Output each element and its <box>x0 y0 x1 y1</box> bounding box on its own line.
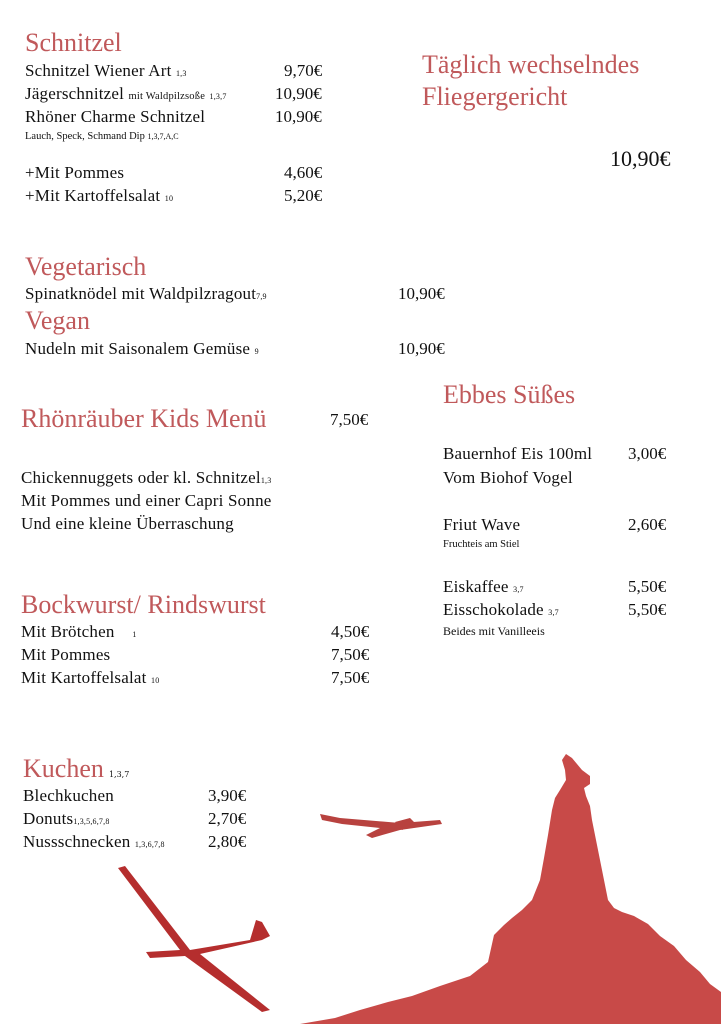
menu-item: Schnitzel Wiener Art 1,3 <box>25 61 187 80</box>
menu-item: Blechkuchen <box>23 786 114 805</box>
menu-item: Mit Pommes <box>21 645 111 664</box>
schnitzel-heading: Schnitzel <box>25 28 122 57</box>
vegan-heading: Vegan <box>25 306 90 335</box>
price: 7,50€ <box>330 410 369 429</box>
price: 4,60€ <box>284 163 323 182</box>
price: 4,50€ <box>331 622 370 641</box>
item-description: Lauch, Speck, Schmand Dip 1,3,7,A,C <box>25 131 179 142</box>
mountain-silhouette <box>300 754 721 1024</box>
suesses-heading: Ebbes Süßes <box>443 380 576 409</box>
kids-heading: Rhönräuber Kids Menü <box>21 404 267 433</box>
kids-line: Mit Pommes und einer Capri Sonne <box>21 491 272 510</box>
glider-icon <box>320 814 442 838</box>
wurst-heading: Bockwurst/ Rindswurst <box>21 590 266 619</box>
daily-heading-line1: Täglich wechselndes <box>422 50 640 79</box>
daily-price: 10,90€ <box>610 146 671 171</box>
price: 2,80€ <box>208 832 247 851</box>
decoration-illustrations <box>0 740 721 1024</box>
price: 5,50€ <box>628 577 667 596</box>
menu-item: +Mit Pommes <box>25 163 125 182</box>
price: 10,90€ <box>398 339 445 358</box>
price: 3,00€ <box>628 444 667 463</box>
price: 10,90€ <box>275 107 322 126</box>
menu-item: Mit Brötchen 1 <box>21 622 137 641</box>
item-description: Fruchteis am Stiel <box>443 539 520 550</box>
price: 3,90€ <box>208 786 247 805</box>
price: 10,90€ <box>275 84 322 103</box>
menu-item: Vom Biohof Vogel <box>443 468 573 487</box>
menu-item: Friut Wave <box>443 515 521 534</box>
kuchen-heading: Kuchen 1,3,7 <box>23 754 130 783</box>
glider-icon <box>118 866 270 1012</box>
menu-item: Nussschnecken 1,3,6,7,8 <box>23 832 165 851</box>
item-description: Beides mit Vanilleeis <box>443 624 545 638</box>
daily-heading-line2: Fliegergericht <box>422 82 568 111</box>
menu-item: +Mit Kartoffelsalat 10 <box>25 186 174 205</box>
vegetarisch-heading: Vegetarisch <box>25 252 147 281</box>
menu-item: Spinatknödel mit Waldpilzragout7,9 <box>25 284 267 303</box>
menu-item: Bauernhof Eis 100ml <box>443 444 593 463</box>
price: 5,20€ <box>284 186 323 205</box>
price: 9,70€ <box>284 61 323 80</box>
price: 7,50€ <box>331 645 370 664</box>
menu-item: Mit Kartoffelsalat 10 <box>21 668 160 687</box>
kids-line: Chickennuggets oder kl. Schnitzel1,3 <box>21 468 272 487</box>
menu-item: Nudeln mit Saisonalem Gemüse 9 <box>25 339 259 358</box>
price: 10,90€ <box>398 284 445 303</box>
price: 2,60€ <box>628 515 667 534</box>
price: 2,70€ <box>208 809 247 828</box>
menu-item: Donuts1,3,5,6,7,8 <box>23 809 110 828</box>
price: 5,50€ <box>628 600 667 619</box>
menu-item: Jägerschnitzel mit Waldpilzsoße 1,3,7 <box>25 84 227 103</box>
price: 7,50€ <box>331 668 370 687</box>
menu-item: Eiskaffee 3,7 <box>443 577 524 596</box>
menu-item: Eisschokolade 3,7 <box>443 600 559 619</box>
kids-line: Und eine kleine Überraschung <box>21 514 234 533</box>
menu-item: Rhöner Charme Schnitzel <box>25 107 206 126</box>
